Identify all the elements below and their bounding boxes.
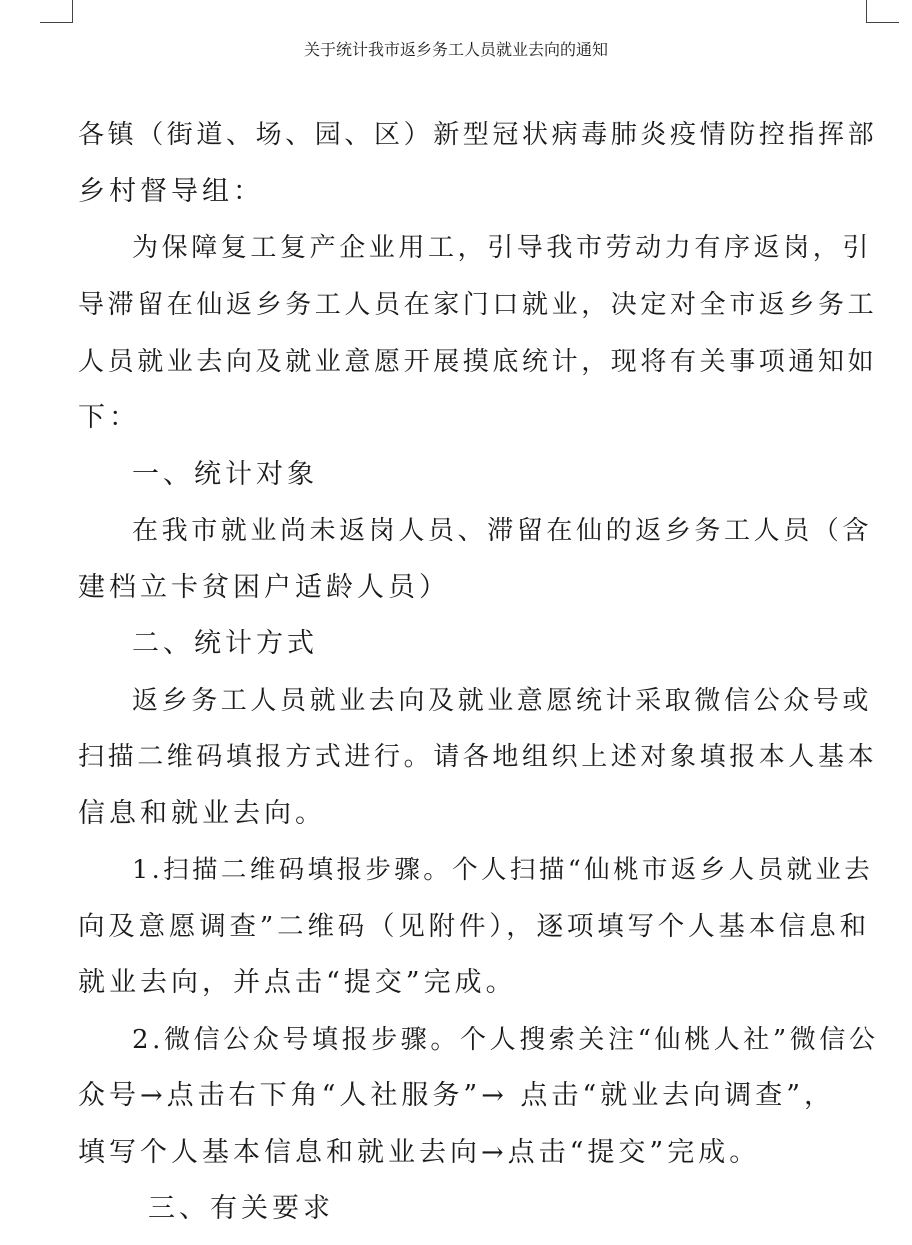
paragraph-line: 就业去向，并点击“提交”完成。	[78, 967, 517, 998]
crop-mark-top-left	[40, 0, 73, 23]
paragraph-line: 众号→点击右下角“人社服务”→ 点击“就业去向调查”，	[78, 1080, 836, 1111]
paragraph-line: 为保障复工复产企业用工，引导我市劳动力有序返岗，引	[132, 233, 873, 263]
paragraph-line: 2.微信公众号填报步骤。个人搜索关注“仙桃人社”微信公	[132, 1025, 879, 1055]
paragraph-line: 各镇（街道、场、园、区）新型冠状病毒肺炎疫情防控指挥部	[78, 120, 878, 150]
paragraph-line: 在我市就业尚未返岗人员、滞留在仙的返乡务工人员（含	[132, 516, 873, 546]
document-title: 关于统计我市返乡务工人员就业去向的通知	[303, 40, 608, 59]
crop-mark-top-right	[866, 0, 899, 23]
paragraph-line: 填写个人基本信息和就业去向→点击“提交”完成。	[78, 1137, 761, 1168]
paragraph-line: 1.扫描二维码填报步骤。个人扫描“仙桃市返乡人员就业去	[132, 855, 874, 885]
section-heading: 二、统计方式	[132, 628, 318, 659]
paragraph-line: 下：	[78, 402, 140, 433]
paragraph-line: 扫描二维码填报方式进行。请各地组织上述对象填报本人基本	[78, 742, 878, 772]
paragraph-line: 返乡务工人员就业去向及就业意愿统计采取微信公众号或	[132, 686, 873, 716]
paragraph-line: 信息和就业去向。	[78, 798, 326, 829]
section-heading: 一、统计对象	[132, 459, 318, 490]
paragraph-line: 乡村督导组：	[78, 176, 264, 207]
section-heading: 三、有关要求	[148, 1193, 334, 1224]
paragraph-line: 导滞留在仙返乡务工人员在家门口就业，决定对全市返乡务工	[78, 290, 878, 320]
paragraph-line: 人员就业去向及就业意愿开展摸底统计，现将有关事项通知如	[78, 347, 878, 377]
paragraph-line: 向及意愿调查”二维码（见附件），逐项填写个人基本信息和	[78, 911, 870, 942]
paragraph-line: 建档立卡贫困户适龄人员）	[78, 572, 450, 603]
